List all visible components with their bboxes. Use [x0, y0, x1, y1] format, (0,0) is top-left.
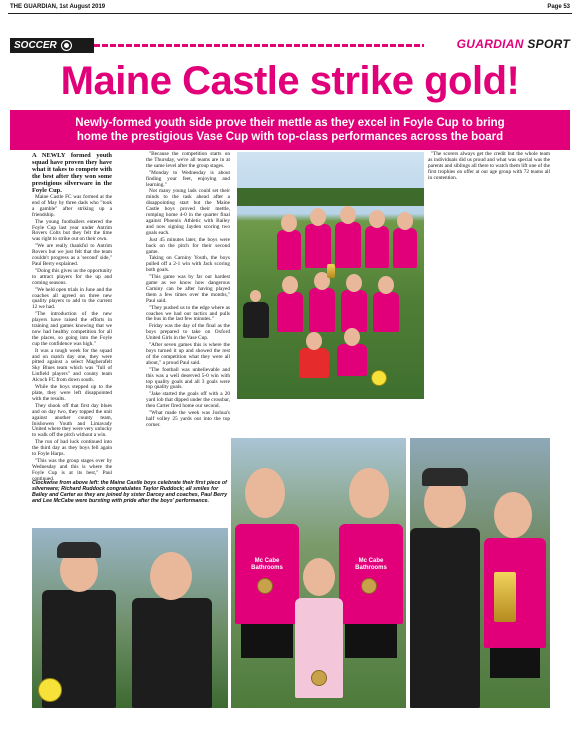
player-figure [339, 524, 403, 624]
player-figure [341, 290, 367, 332]
paragraph: "They pushed us to the edge where as coaches we had our tactics and pulls the bus in the last few minutes." [146, 304, 230, 323]
player-shorts [345, 624, 397, 658]
player-head [349, 468, 389, 518]
player-head [282, 276, 298, 294]
subhead-line-2: home the prestigious Vase Cup with top-class performances across the board [76, 131, 504, 143]
article-lede: A NEWLY formed youth squad have proven they have what it takes to compete with the best after they won some prestigious silverware in the Foyle Cup. [32, 152, 112, 194]
trophy [494, 572, 516, 622]
section-tag [10, 38, 94, 53]
brand-sport: SPORT [527, 37, 570, 51]
page-number: Page 53 [547, 4, 570, 10]
shirt-sponsor [237, 558, 297, 572]
player-head [340, 206, 356, 224]
player-head [281, 214, 297, 232]
sibling-head [250, 290, 261, 302]
player-figure [337, 344, 367, 376]
player-figure [277, 292, 303, 332]
player-head [344, 328, 360, 346]
paragraph: "The football was unbelievable and this was a well deserved 5-0 win with top quality goals and all 3 goals were top quality goals. [146, 366, 230, 391]
masthead-date: THE GUARDIAN, 1st August 2019 [10, 4, 106, 10]
soccer-ball-icon [61, 40, 72, 51]
headline: Maine Castle strike gold! [60, 59, 520, 103]
paragraph: "This game was by far our hardest game as we know how dangerous Carniny can be after having played them a few times over the months," Paul said. [146, 274, 230, 304]
player-figure [365, 226, 389, 268]
paragraph: Not many young lads could set their minds to the task ahead after a disappointing start but the Maine Castle boys proved their mettle, romping home 4-0 in the quarter final against Phoenix Athletic with Bailey and now signing Jayden scoring two goals each. [146, 188, 230, 236]
paragraph: "What made the week was Joshua's half volley 25 yards out into the top corner. [146, 410, 230, 428]
paragraph: The young footballers entered the Foyle Cup last year under Antrim Rovers Colts but they felt the time was right to strike out on their own. [32, 218, 112, 243]
medal [257, 578, 273, 594]
paragraph: Just 45 minutes later, the boys were back on the pitch for their second game. [146, 236, 230, 255]
paragraph: Friday was the day of the final as the boys prepared to take on Oxford United Girls in the Vase Cup. [146, 323, 230, 342]
player-head [378, 276, 394, 294]
player-red-shirt [299, 348, 329, 378]
coaches-photo [32, 528, 228, 708]
article-column-2 [146, 152, 230, 430]
paragraph: "After seven games this is where the boys turned it up and showed the rest of the competition what they were all about," a proud Paul said. [146, 342, 230, 366]
paragraph: "We held open trials in June and the coaches all agreed on three new quality players to add to the current 12 we had. [32, 286, 112, 311]
tree-line [237, 188, 424, 206]
article-column-1 [32, 152, 112, 484]
player-head [397, 212, 413, 230]
team-photo [237, 152, 424, 399]
coach-head [150, 552, 192, 600]
siblings-photo [231, 438, 406, 708]
section-stripe [94, 44, 424, 47]
vase-cup-trophy [327, 264, 335, 278]
brand-logo [457, 37, 570, 51]
paragraph: It was a tough week for the squad and on match day one, they were pitted against a select Magherafelt Sky Blues team which was "full of Linfield players" and county team Alcoch FC from down south. [32, 347, 112, 384]
player-figure [373, 292, 399, 332]
player-figure [335, 222, 361, 268]
football [38, 678, 62, 702]
player-figure [305, 224, 331, 268]
player-figure [393, 228, 417, 268]
player-head [306, 332, 322, 350]
ruddock-photo [410, 438, 550, 708]
paragraph: "Because the competition starts on the Thursday, we're all teams are in at the same level after the group stages. [146, 151, 230, 169]
player-head [346, 274, 362, 292]
paragraph: While the boys stepped up to the plate, they were left disappointed with the results. [32, 384, 112, 402]
medal [311, 670, 327, 686]
paragraph: They shook off that first day blues and on day two, they topped the unit against another county team, Inishowen Youth and Limavady United where they were very unlucky to walk off the pitch without a win. [32, 402, 112, 439]
player-head [245, 468, 285, 518]
player-shorts [490, 648, 540, 678]
subhead-banner [10, 110, 570, 150]
paragraph: The run of bad luck continued into the third day as they boys fell again to Foyle Harps. [32, 439, 112, 458]
sponsor-line-1: Mc Cabe [358, 558, 384, 564]
paragraph: "Doing this gives us the opportunity to attract players for the up and coming seasons. [32, 267, 112, 286]
football [371, 370, 387, 386]
player-figure [235, 524, 299, 624]
player-shorts [241, 624, 293, 658]
masthead-rule [8, 13, 572, 14]
paragraph: "We are really thankful to Antrim Rovers but we just felt that the team couldn't progress as a 'second' side," Paul Berry explained. [32, 243, 112, 267]
paragraph: Maine Castle FC was formed at the end of May by three dads who "took a gamble" after striking up a friendship. [32, 194, 112, 218]
player-head [494, 492, 532, 538]
photo-caption: Clockwise from above left: the Maine Castle boys celebrate their first piece of silverware; Richard Ruddock congratulates Taylor Ruddock; all smiles for Bailey and Carter as they are joined by sister Darcey and coaches, Paul Berry and Lee McCabe were bursting with pride after the boys' performance. [32, 480, 228, 504]
paragraph: "The introduction of the new players have raised the efforts in training and games knowing that we now had healthy competition for all the places, so going into the Foyle cup the confidence was high." [32, 311, 112, 347]
player-head [369, 210, 385, 228]
coach-figure [132, 598, 212, 708]
shirt-sponsor [341, 558, 401, 572]
paragraph: "This was the group stages over by Wednesday and this is where the Foyle Cup is at its best," Paul continued. [32, 457, 112, 482]
brand-guardian: GUARDIAN [456, 37, 524, 51]
sponsor-line-2: Bathrooms [355, 565, 387, 571]
paragraph: "The scorers always get the credit but the whole team as individuals did us proud and what was special was the parents and siblings all there to watch them lift one of the first trophies on offer at our age group with 72 teams all in contention. [428, 151, 550, 181]
paragraph: "Monday to Wednesday is about finding your feet, enjoying and learning." [146, 169, 230, 188]
father-cap [422, 468, 468, 486]
coach-cap [57, 542, 101, 558]
player-head [310, 208, 326, 226]
sponsor-line-1: Mc Cabe [254, 558, 280, 564]
article-column-3 [428, 152, 550, 183]
subhead-line-1: Newly-formed youth side prove their mettle as they excel in Foyle Cup to bring [75, 117, 505, 129]
paragraph: Taking on Carniny Youth, the boys pulled off a 2-1 win with Jack scoring both goals. [146, 255, 230, 274]
player-figure [277, 230, 301, 270]
player-figure [309, 288, 335, 332]
medal [361, 578, 377, 594]
section-tag-label: SOCCER [14, 40, 57, 51]
father-figure [410, 528, 480, 708]
sibling-figure [243, 302, 269, 338]
paragraph: "Jake started the goals off with a 20 yard lob that dipped under the crossbar, then Carter fired home our second. [146, 391, 230, 410]
sponsor-line-2: Bathrooms [251, 565, 283, 571]
sister-head [303, 558, 335, 596]
